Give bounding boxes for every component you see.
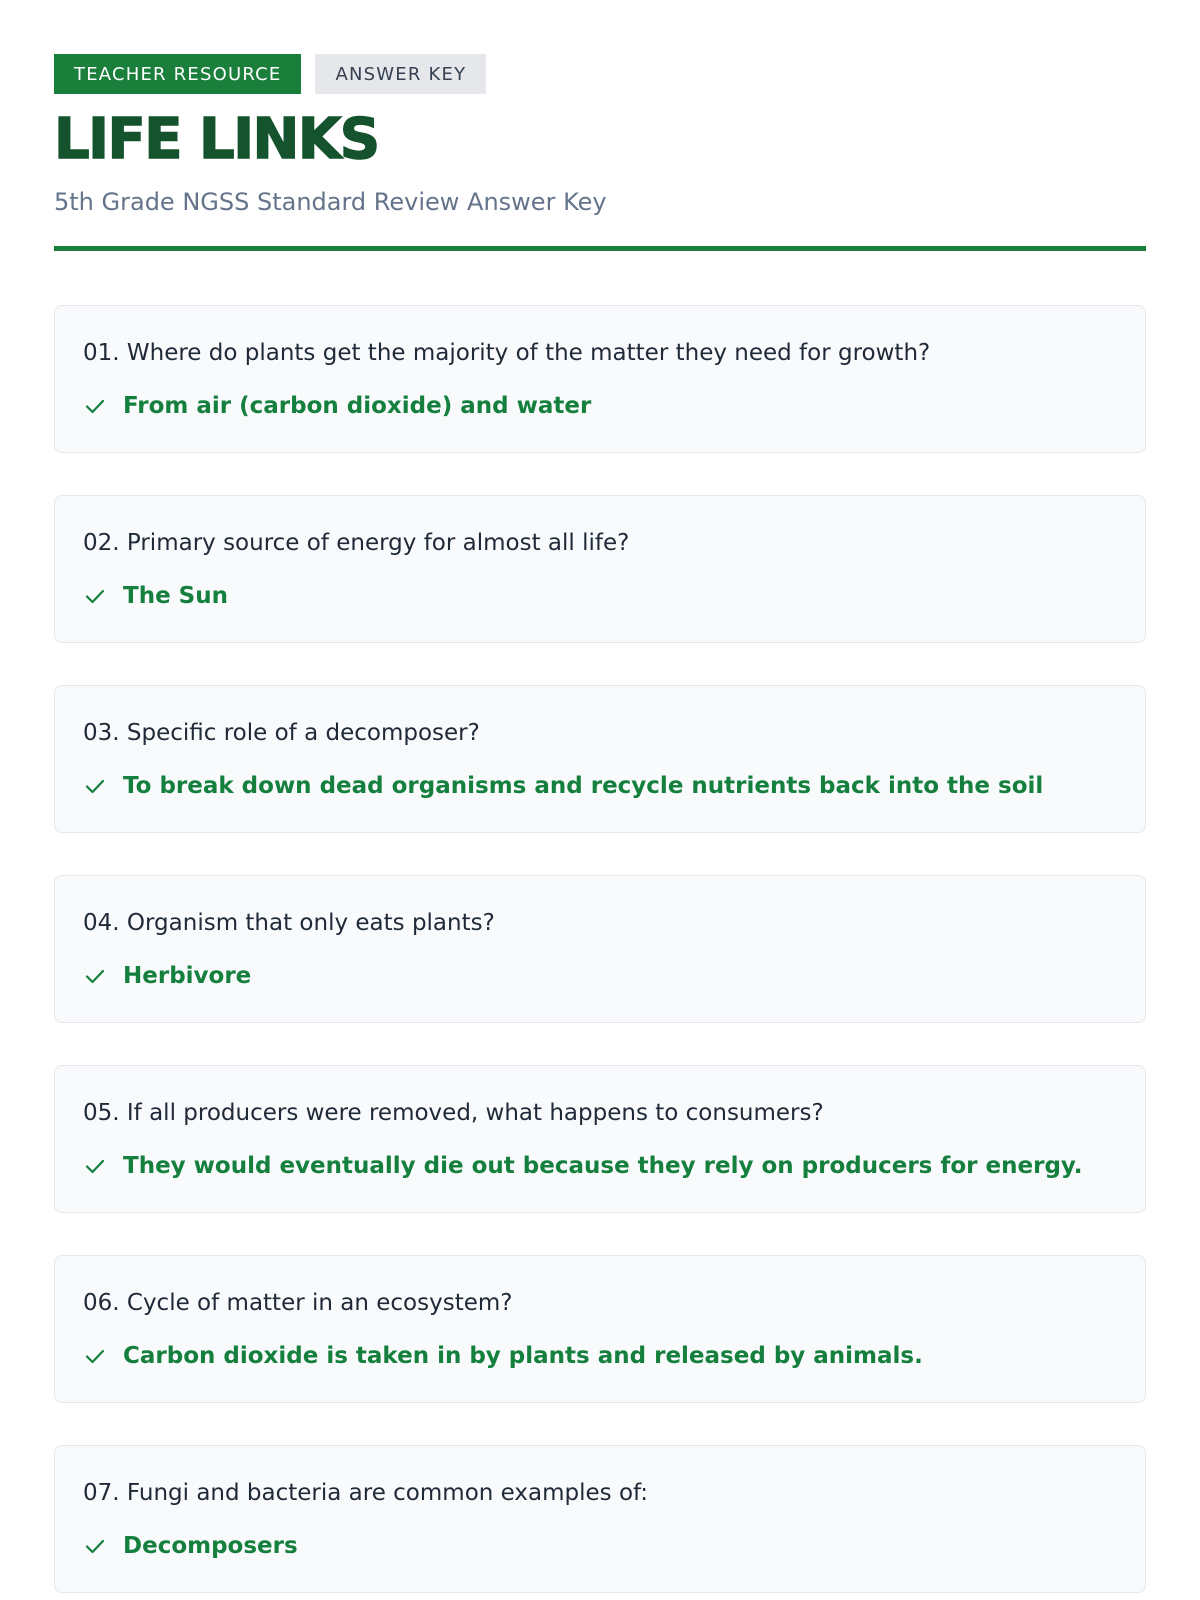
check-icon — [83, 1534, 107, 1558]
answer-text: Decomposers — [123, 1533, 298, 1559]
answer-row — [83, 771, 1117, 801]
question-card — [54, 495, 1146, 643]
answer-row — [83, 1531, 1117, 1561]
answer-row — [83, 1341, 1117, 1371]
answer-text: The Sun — [123, 583, 228, 609]
question-text: 06. Cycle of matter in an ecosystem? — [83, 1290, 513, 1316]
question-text: 03. Specific role of a decomposer? — [83, 720, 480, 746]
answer-row — [83, 581, 1117, 611]
answer-row — [83, 961, 1117, 991]
check-icon — [83, 1154, 107, 1178]
answer-text: From air (carbon dioxide) and water — [123, 393, 592, 419]
teacher-resource-badge: TEACHER RESOURCE — [54, 54, 301, 94]
question-card — [54, 1255, 1146, 1403]
question-card — [54, 685, 1146, 833]
question-text: 04. Organism that only eats plants? — [83, 910, 495, 936]
question-text: 01. Where do plants get the majority of the matter they need for growth? — [83, 340, 931, 366]
page-subtitle: 5th Grade NGSS Standard Review Answer Key — [54, 188, 607, 216]
badge-row — [54, 54, 1146, 94]
question-card — [54, 1065, 1146, 1213]
question-text: 02. Primary source of energy for almost all life? — [83, 530, 630, 556]
answer-text: Carbon dioxide is taken in by plants and released by animals. — [123, 1343, 923, 1369]
answer-key-badge: ANSWER KEY — [315, 54, 486, 94]
check-icon — [83, 584, 107, 608]
answer-row — [83, 1151, 1117, 1181]
answer-text: They would eventually die out because they rely on producers for energy. — [123, 1153, 1083, 1179]
answer-row — [83, 391, 1117, 421]
question-card — [54, 875, 1146, 1023]
check-icon — [83, 774, 107, 798]
question-text: 07. Fungi and bacteria are common examples of: — [83, 1480, 649, 1506]
answer-text: Herbivore — [123, 963, 252, 989]
answer-text: To break down dead organisms and recycle nutrients back into the soil — [123, 773, 1044, 799]
header-divider — [54, 246, 1146, 251]
question-list — [54, 305, 1146, 1593]
check-icon — [83, 394, 107, 418]
check-icon — [83, 964, 107, 988]
question-text: 05. If all producers were removed, what happens to consumers? — [83, 1100, 824, 1126]
question-card — [54, 1445, 1146, 1593]
page-title: LIFE LINKS — [54, 107, 379, 172]
check-icon — [83, 1344, 107, 1368]
question-card — [54, 305, 1146, 453]
